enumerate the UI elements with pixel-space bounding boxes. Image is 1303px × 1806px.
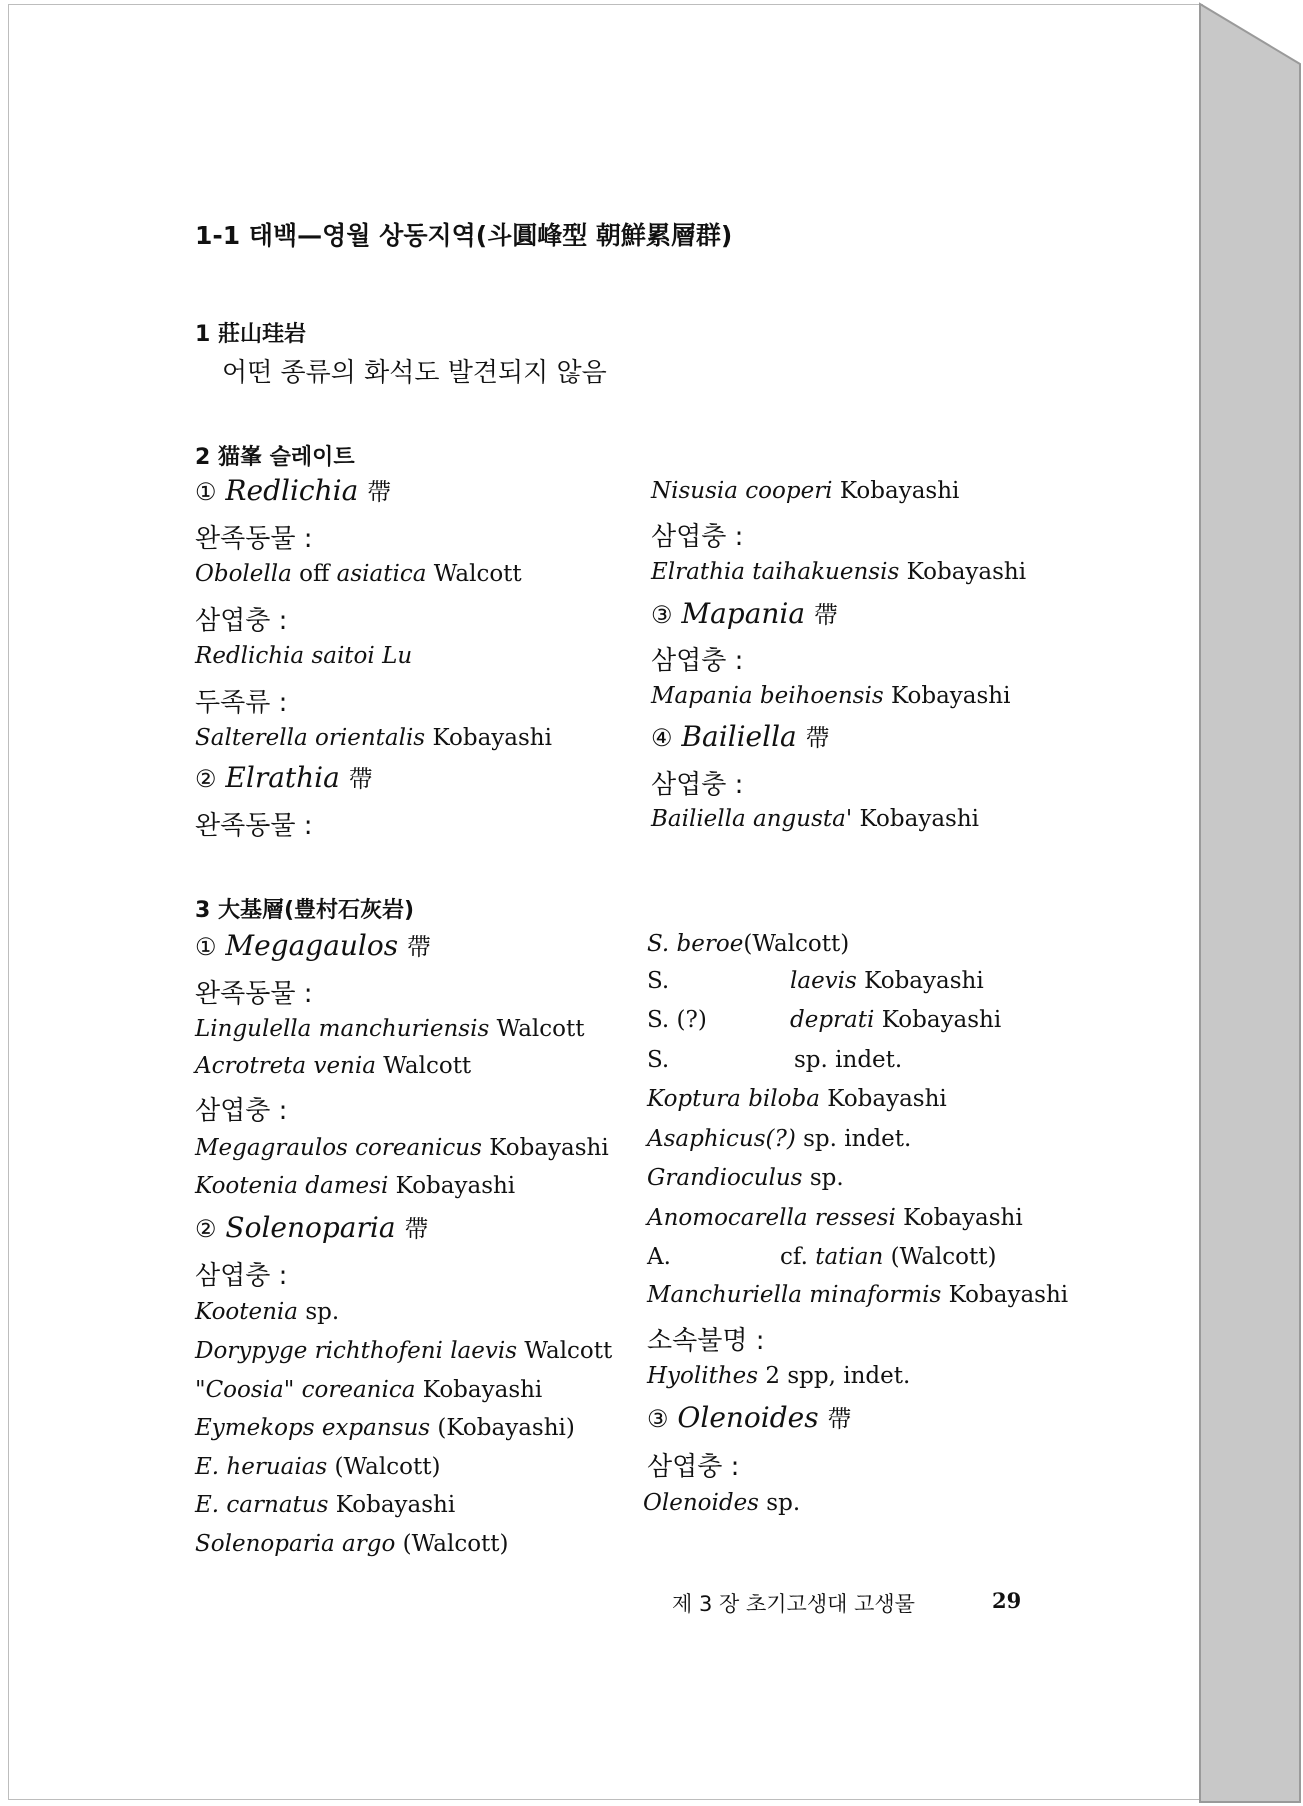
zone-solenoparia: ② Solenoparia 帶 — [195, 1211, 429, 1244]
species-line: Nisusia cooperi Kobayashi — [651, 478, 960, 504]
taxon-trilobite-label: 삼엽충 : — [195, 1096, 288, 1126]
species-line: Eymekops expansus (Kobayashi) — [195, 1415, 575, 1441]
species-line-cont: laevis Kobayashi — [790, 968, 984, 994]
taxon-uncertain-label: 소속불명 : — [647, 1326, 765, 1356]
species-line: Solenoparia argo (Walcott) — [195, 1531, 509, 1557]
species-line: Megagraulos coreanicus Kobayashi — [195, 1135, 609, 1161]
species-line: Kootenia sp. — [195, 1299, 340, 1325]
species-line: S. — [647, 968, 670, 994]
species-line: Hyolithes 2 spp, indet. — [647, 1363, 911, 1389]
species-line: E. carnatus Kobayashi — [195, 1492, 456, 1518]
species-line: A. — [647, 1244, 671, 1270]
page-stack-edge — [1196, 0, 1303, 1806]
taxon-brachiopod-label: 완족동물 : — [195, 979, 313, 1009]
species-line: Olenoides sp. — [643, 1490, 801, 1516]
zone-redlichia: ① Redlichia 帶 — [195, 474, 392, 507]
taxon-trilobite-label: 삼엽충 : — [651, 646, 744, 676]
species-line-cont: sp. indet. — [794, 1047, 903, 1073]
taxon-trilobite-label: 삼엽충 : — [195, 606, 288, 636]
zone-mapania: ③ Mapania 帶 — [651, 597, 838, 630]
zone-megagaulos: ① Megagaulos 帶 — [195, 929, 432, 962]
species-line: Acrotreta venia Walcott — [195, 1053, 472, 1079]
species-line: Asaphicus(?) sp. indet. — [647, 1126, 912, 1152]
species-line: Lingulella manchuriensis Walcott — [195, 1016, 585, 1042]
species-line: E. heruaias (Walcott) — [195, 1454, 441, 1480]
species-line: S. beroe(Walcott) — [647, 931, 850, 957]
section-1-title: 1 莊山珪岩 — [195, 322, 306, 347]
species-line: Koptura biloba Kobayashi — [647, 1086, 947, 1112]
taxon-cephalopod-label: 두족류 : — [195, 688, 288, 718]
taxon-trilobite-label: 삼엽충 : — [195, 1261, 288, 1291]
zone-olenoides: ③ Olenoides 帶 — [647, 1401, 852, 1434]
species-line: Dorypyge richthofeni laevis Walcott — [195, 1338, 613, 1364]
species-line-cont: cf. tatian (Walcott) — [780, 1244, 997, 1270]
taxon-trilobite-label: 삼엽충 : — [651, 522, 744, 552]
species-line: Grandioculus sp. — [647, 1165, 844, 1191]
footer-chapter: 제 3 장 초기고생대 고생물 — [672, 1592, 915, 1616]
species-line: "Coosia" coreanica Kobayashi — [195, 1377, 543, 1403]
species-line: Bailiella angusta' Kobayashi — [651, 806, 980, 832]
taxon-brachiopod-label: 완족동물 : — [195, 811, 313, 841]
zone-bailiella: ④ Bailiella 帶 — [651, 720, 830, 753]
species-line: Manchuriella minaformis Kobayashi — [647, 1282, 1069, 1308]
zone-elrathia: ② Elrathia 帶 — [195, 761, 373, 794]
taxon-trilobite-label: 삼엽충 : — [647, 1452, 740, 1482]
species-line: Elrathia taihakuensis Kobayashi — [651, 559, 1027, 585]
species-line: Redlichia saitoi Lu — [195, 643, 413, 669]
species-line-cont: deprati Kobayashi — [790, 1007, 1002, 1033]
species-line: S. — [647, 1047, 670, 1073]
species-line: Obolella off asiatica Walcott — [195, 561, 522, 587]
taxon-trilobite-label: 삼엽충 : — [651, 770, 744, 800]
section-1-note: 어떤 종류의 화석도 발견되지 않음 — [222, 358, 607, 388]
chapter-section-heading: 1-1 태백—영월 상동지역(斗圓峰型 朝鮮累層群) — [195, 221, 733, 250]
section-3-title: 3 大基層(豊村石灰岩) — [195, 898, 415, 923]
page-number: 29 — [992, 1588, 1022, 1613]
book-page — [8, 4, 1203, 1800]
species-line: Salterella orientalis Kobayashi — [195, 725, 552, 751]
section-2-title: 2 猫峯 슬레이트 — [195, 445, 355, 470]
species-line: Anomocarella ressesi Kobayashi — [647, 1205, 1023, 1231]
species-line: Kootenia damesi Kobayashi — [195, 1173, 516, 1199]
species-line: Mapania beihoensis Kobayashi — [651, 683, 1011, 709]
taxon-brachiopod-label: 완족동물 : — [195, 524, 313, 554]
species-line: S. (?) — [647, 1007, 707, 1033]
